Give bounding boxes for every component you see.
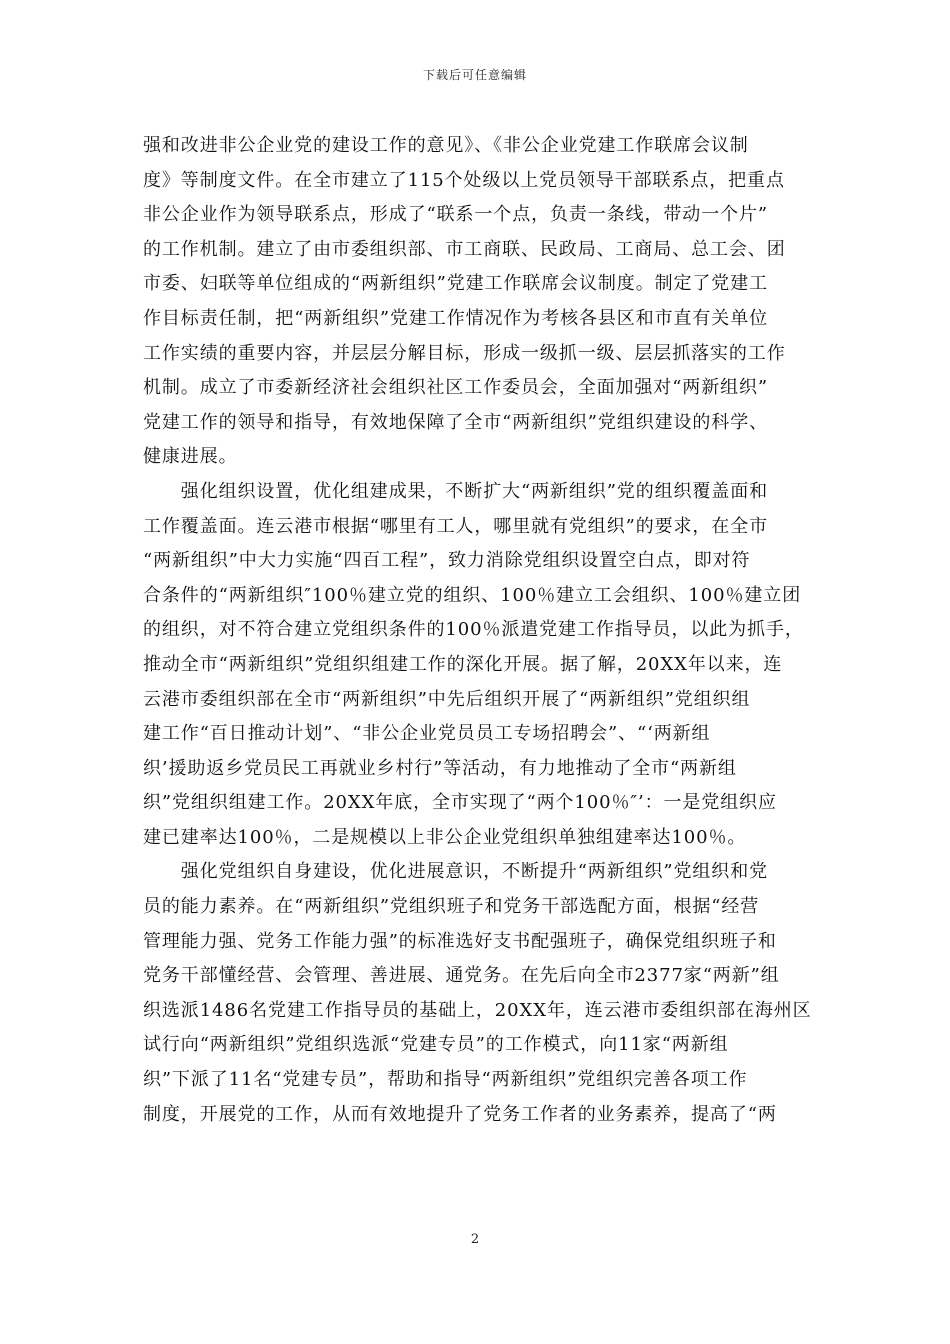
text-line: 非公企业作为领导联系点，形成了“联系一个点，负责一条线，带动一个片” [143, 204, 769, 226]
text-line: 织”下派了11名“党建专员”，帮助和指导“两新组织”党组织完善各项工作 [143, 1069, 748, 1091]
text-line: 市委、妇联等单位组成的“两新组织”党建工作联席会议制度。制定了党建工 [143, 273, 769, 295]
text-line: 强和改进非公企业党的建设工作的意见》、《非公企业党建工作联席会议制 [143, 135, 749, 156]
text-line: 的组织，对不符合建立党组织条件的100％派遣党建工作指导员，以此为抓手， [143, 619, 804, 641]
text-line: 管理能力强、党务工作能力强”的标准选好支书配强班子，确保党组织班子和 [143, 930, 777, 952]
text-line: 工作覆盖面。连云港市根据“哪里有工人，哪里就有党组织”的要求，在全市 [143, 515, 769, 537]
text-line: 强化党组织自身建设，优化进展意识，不断提升“两新组织”党组织和党 [143, 861, 769, 883]
paragraph-2 [143, 475, 807, 856]
text-line: 工作实绩的重要内容，并层层分解目标，形成一级抓一级、层层抓落实的工作 [143, 342, 786, 364]
page-header-note: 下载后可任意编辑 [422, 68, 527, 82]
text-line: 织”党组织组建工作。20XX年底，全市实现了“两个100％″’：一是党组织应 [143, 792, 777, 814]
text-line: 党建工作的领导和指导，有效地保障了全市“两新组织”党组织建设的科学、 [143, 411, 769, 433]
text-line: 强化组织设置，优化组建成果，不断扩大“两新组织”党的组织覆盖面和 [143, 480, 769, 502]
text-line: 建已建率达100％，二是规模以上非公企业党组织单独组建率达100％。 [143, 826, 747, 848]
text-line: 试行向“两新组织”党组织选派“党建专员”的工作模式，向11家“两新组 [143, 1034, 729, 1056]
body-text [143, 129, 812, 1132]
text-line: 织’援助返乡党员民工再就业乡村行”等活动，有力地推动了全市“两新组 [143, 757, 737, 779]
text-line: 员的能力素养。在“两新组织”党组织班子和党务干部选配方面，根据“经营 [143, 896, 760, 918]
paragraph-3 [143, 855, 812, 1132]
text-line: “两新组织”中大力实施“四百工程”，致力消除党组织设置空白点，即对符 [143, 550, 751, 572]
text-line: 的工作机制。建立了由市委组织部、市工商联、民政局、工商局、总工会、团 [143, 238, 786, 260]
text-line: 织选派1486名党建工作指导员的基础上，20XX年，连云港市委组织部在海州区 [143, 999, 812, 1021]
text-line: 合条件的“两新组织″100％建立党的组织、100％建立工会组织、100％建立团 [143, 584, 802, 606]
text-line: 作目标责任制，把“两新组织”党建工作情况作为考核各县区和市直有关单位 [143, 307, 769, 329]
text-line: 机制。成立了市委新经济社会组织社区工作委员会，全面加强对“两新组织” [143, 377, 769, 399]
text-line: 健康进展。 [143, 446, 238, 468]
text-line: 推动全市“两新组织”党组织组建工作的深化开展。据了解，20XX年以来，连 [143, 653, 783, 675]
page-number: 2 [470, 1232, 480, 1247]
text-line: 云港市委组织部在全市“两新组织”中先后组织开展了“两新组织”党组织组 [143, 688, 751, 710]
text-line: 制度，开展党的工作，从而有效地提升了党务工作者的业务素养，提高了“两 [143, 1103, 777, 1125]
text-line: 党务干部懂经营、会管理、善进展、通党务。在先后向全市2377家“两新”组 [143, 965, 780, 987]
text-line: 度》等制度文件。在全市建立了115个处级以上党员领导干部联系点，把重点 [143, 169, 785, 191]
text-line: 建工作“百日推动计划”、“非公企业党员员工专场招聘会”、“‘两新组 [143, 723, 711, 745]
paragraph-1 [143, 129, 807, 475]
